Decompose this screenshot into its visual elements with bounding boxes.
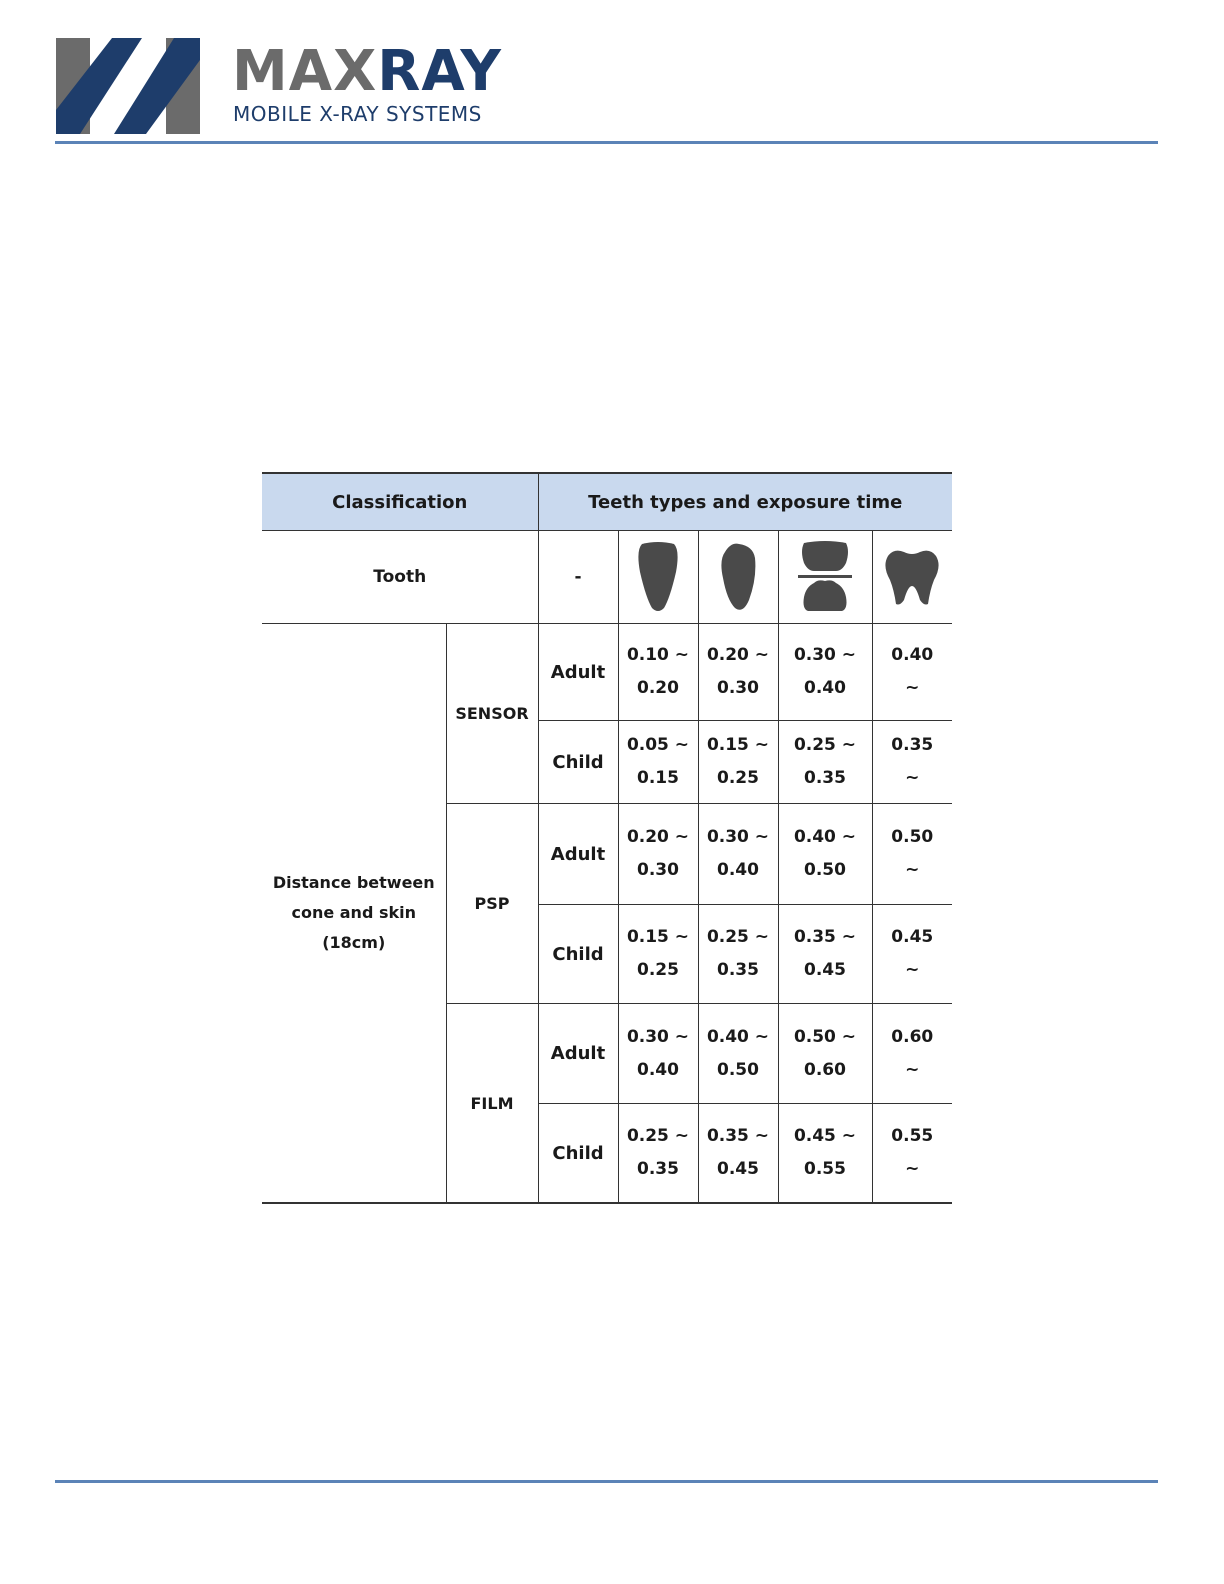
media-psp-label: PSP bbox=[474, 894, 510, 913]
age-label: Child bbox=[538, 1104, 618, 1204]
classification-header: Classification bbox=[262, 473, 538, 531]
value-cell bbox=[698, 721, 778, 804]
value-cell bbox=[618, 1104, 698, 1204]
value-line2: ~ bbox=[905, 678, 920, 698]
age-label: Adult bbox=[538, 624, 618, 721]
incisor-icon bbox=[636, 542, 680, 612]
value-cell bbox=[778, 1004, 872, 1104]
value-cell bbox=[778, 721, 872, 804]
value-line1: 0.25 ~ bbox=[706, 927, 770, 947]
value-line1: 0.50 ~ bbox=[793, 1026, 857, 1047]
value-line1: 0.30 ~ bbox=[626, 1026, 690, 1047]
canine-icon bbox=[717, 542, 759, 612]
tooth-dash: - bbox=[538, 531, 618, 624]
value-cell bbox=[872, 804, 952, 905]
brand-name bbox=[232, 40, 502, 104]
premolar-icon bbox=[798, 541, 852, 613]
distance-label-line3: (18cm) bbox=[322, 933, 386, 952]
value-cell bbox=[698, 624, 778, 721]
value-line1: 0.20 ~ bbox=[706, 645, 770, 665]
value-line2: 0.35 bbox=[804, 768, 846, 788]
value-line1: 0.10 ~ bbox=[626, 645, 690, 665]
value-line1: 0.25 ~ bbox=[793, 735, 857, 755]
value-line2: 0.25 bbox=[637, 960, 679, 980]
molar-icon bbox=[884, 548, 940, 606]
value-cell bbox=[778, 804, 872, 905]
value-line1: 0.40 bbox=[891, 645, 934, 665]
value-line2: 0.30 bbox=[717, 678, 759, 698]
value-line2: 0.40 bbox=[637, 1059, 679, 1080]
value-cell bbox=[698, 1104, 778, 1204]
media-sensor-label: SENSOR bbox=[455, 704, 529, 723]
value-line2: ~ bbox=[905, 1059, 920, 1080]
value-line2: 0.50 bbox=[804, 860, 846, 880]
distance-label-line1: Distance between bbox=[272, 873, 435, 892]
value-cell bbox=[872, 1004, 952, 1104]
maxray-logo-icon bbox=[56, 38, 200, 134]
value-line2: ~ bbox=[905, 860, 920, 880]
value-cell bbox=[872, 624, 952, 721]
value-line1: 0.45 bbox=[891, 927, 934, 947]
value-cell bbox=[698, 905, 778, 1004]
value-line1: 0.35 bbox=[891, 735, 934, 755]
value-cell bbox=[618, 1004, 698, 1104]
age-label: Adult bbox=[538, 804, 618, 905]
value-cell bbox=[618, 624, 698, 721]
value-line2: 0.45 bbox=[717, 1159, 759, 1179]
value-line1: 0.50 bbox=[891, 827, 934, 847]
value-line2: 0.15 bbox=[637, 768, 679, 788]
tooth-label: Tooth bbox=[262, 531, 538, 624]
age-label: Child bbox=[538, 905, 618, 1004]
media-sensor bbox=[446, 624, 538, 804]
value-line2: 0.30 bbox=[637, 860, 679, 880]
value-cell bbox=[872, 721, 952, 804]
value-line1: 0.15 ~ bbox=[706, 735, 770, 755]
value-line2: ~ bbox=[905, 960, 920, 980]
value-line2: 0.50 bbox=[717, 1059, 759, 1080]
footer-divider bbox=[55, 1480, 1158, 1483]
value-line2: 0.35 bbox=[637, 1159, 679, 1179]
value-line2: ~ bbox=[905, 1159, 920, 1179]
age-label: Child bbox=[538, 721, 618, 804]
value-cell bbox=[698, 804, 778, 905]
value-line1: 0.60 bbox=[891, 1026, 934, 1047]
value-line1: 0.40 ~ bbox=[706, 1026, 770, 1047]
value-line1: 0.30 ~ bbox=[706, 827, 770, 847]
value-line2: 0.25 bbox=[717, 768, 759, 788]
value-line1: 0.40 ~ bbox=[793, 827, 857, 847]
brand-name-part1: MAX bbox=[232, 39, 378, 104]
value-cell bbox=[778, 624, 872, 721]
value-cell bbox=[778, 905, 872, 1004]
header-divider bbox=[55, 141, 1158, 144]
teeth-types-header: Teeth types and exposure time bbox=[538, 473, 952, 531]
value-line2: 0.55 bbox=[804, 1159, 846, 1179]
value-cell bbox=[872, 1104, 952, 1204]
value-cell bbox=[618, 804, 698, 905]
value-cell bbox=[698, 1004, 778, 1104]
value-line2: ~ bbox=[905, 768, 920, 788]
molar-cell bbox=[872, 531, 952, 624]
incisor-cell bbox=[618, 531, 698, 624]
value-line2: 0.45 bbox=[804, 960, 846, 980]
canine-cell bbox=[698, 531, 778, 624]
value-cell bbox=[618, 721, 698, 804]
exposure-time-table bbox=[262, 472, 952, 1204]
distance-label bbox=[262, 624, 446, 1204]
table-header-row bbox=[262, 473, 952, 531]
value-line2: 0.35 bbox=[717, 960, 759, 980]
value-line1: 0.20 ~ bbox=[626, 827, 690, 847]
value-line1: 0.55 bbox=[891, 1126, 934, 1146]
value-line1: 0.25 ~ bbox=[626, 1126, 690, 1146]
age-label: Adult bbox=[538, 1004, 618, 1104]
value-line2: 0.20 bbox=[637, 678, 679, 698]
premolar-cell bbox=[778, 531, 872, 624]
brand-name-part2: RAY bbox=[377, 39, 502, 104]
value-cell bbox=[778, 1104, 872, 1204]
media-psp bbox=[446, 804, 538, 1004]
tooth-row bbox=[262, 531, 952, 624]
value-line2: 0.40 bbox=[717, 860, 759, 880]
value-line1: 0.05 ~ bbox=[626, 735, 690, 755]
brand-tagline: MOBILE X-RAY SYSTEMS bbox=[233, 102, 482, 126]
value-line2: 0.40 bbox=[804, 678, 846, 698]
media-film-label: FILM bbox=[470, 1093, 514, 1113]
distance-label-line2: cone and skin bbox=[291, 903, 417, 922]
sensor-adult-row bbox=[262, 624, 952, 721]
value-line1: 0.35 ~ bbox=[793, 927, 857, 947]
value-line1: 0.15 ~ bbox=[626, 927, 690, 947]
media-film bbox=[446, 1004, 538, 1204]
value-line2: 0.60 bbox=[804, 1059, 846, 1080]
value-line1: 0.30 ~ bbox=[793, 645, 857, 665]
value-cell bbox=[618, 905, 698, 1004]
value-line1: 0.35 ~ bbox=[706, 1126, 770, 1146]
value-line1: 0.45 ~ bbox=[793, 1126, 857, 1146]
value-cell bbox=[872, 905, 952, 1004]
